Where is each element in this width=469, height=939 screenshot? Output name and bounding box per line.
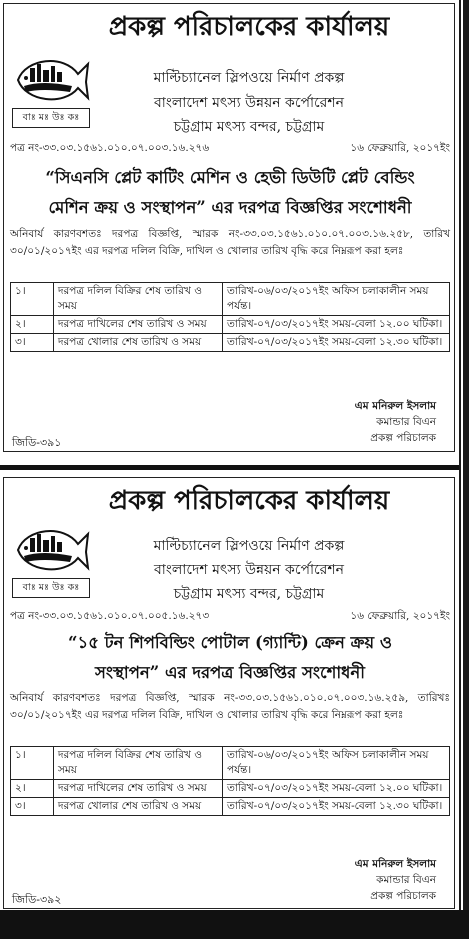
fish-logo-icon xyxy=(12,48,90,110)
office-title: প্রকল্প পরিচালকের কার্যালয় xyxy=(108,486,390,516)
signatory-title: প্রকল্প পরিচালক xyxy=(370,890,436,902)
project-name: মাল্টিচ্যানেল স্লিপওয়ে নির্মাণ প্রকল্প xyxy=(153,70,345,86)
corporation-name: বাংলাদেশ মৎস্য উন্নয়ন কর্পোরেশন xyxy=(154,95,344,111)
row-number: ৩। xyxy=(11,798,54,816)
row-number: ২। xyxy=(11,780,54,798)
office-location: চট্টগ্রাম মৎস্য বন্দর, চট্টগ্রাম xyxy=(173,586,325,602)
memo-number: পত্র নং-৩৩.০৩.১৫৬১.০১০.০৭.০০৫.১৬.২৭৩ xyxy=(10,610,210,622)
signatory-rank: কমান্ডার বিএন xyxy=(376,874,436,886)
logo-caption: বাঃ মঃ উঃ কঃ xyxy=(12,108,90,128)
table-row xyxy=(11,747,450,780)
row-value: তারিখ-০৭/০৩/২০১৭ইং সময়-বেলা ১২.০০ ঘটিকা। xyxy=(223,780,450,798)
schedule-table xyxy=(10,746,450,816)
gd-reference: জিডি-৩৯১ xyxy=(12,436,62,449)
row-number: ২। xyxy=(11,316,54,334)
row-item: দরপত্র দলিল বিক্রির শেষ তারিখ ও সময় xyxy=(54,283,223,316)
table-row xyxy=(11,798,450,816)
notice-body: অনিবার্য কারণবশতঃ দরপত্র বিজ্ঞপ্তি, স্মারক নং-৩৩.০৩.১৫৬১.০১০.০৭.০০৩.১৬.২৫৯, তারিখঃ ৩০/০১/২০১৭ইং এর দরপত্র দলিল বিক্রি, দাখিল ও খোলার তারিখ বৃদ্ধি করে নিম্নরূপ করা হলঃ xyxy=(10,692,450,721)
corporation-logo xyxy=(12,48,90,128)
gd-reference: জিডি-৩৯২ xyxy=(12,893,62,906)
headline-line-1: “১৫ টন শিপবিল্ডিং পোটাল (গ্যান্টি) ক্রেন ক্রয় ও xyxy=(68,633,392,652)
row-item: দরপত্র দলিল বিক্রির শেষ তারিখ ও সময় xyxy=(54,747,223,780)
row-item: দরপত্র খোলার শেষ তারিখ ও সময় xyxy=(54,334,223,352)
row-item: দরপত্র দাখিলের শেষ তারিখ ও সময় xyxy=(54,316,223,334)
separator xyxy=(0,455,460,473)
office-title: প্রকল্প পরিচালকের কার্যালয় xyxy=(108,12,390,42)
row-value: তারিখ-০৭/০৩/২০১৭ইং সময়-বেলা ১২.০০ ঘটিকা। xyxy=(223,316,450,334)
table-row xyxy=(11,780,450,798)
signatory-name: এম মনিরুল ইসলাম xyxy=(354,858,436,870)
corporation-name: বাংলাদেশ মৎস্য উন্নয়ন কর্পোরেশন xyxy=(154,562,344,578)
bottom-border xyxy=(0,910,469,939)
memo-number: পত্র নং-৩৩.০৩.১৫৬১.০১০.০৭.০০৩.১৬.২৭৬ xyxy=(10,142,210,154)
fish-logo-icon xyxy=(12,518,90,580)
headline-line-1: “সিএনসি প্লেট কাটিং মেশিন ও হেভী ডিউটি প্লেট বেন্ডিং xyxy=(45,168,415,187)
row-value: তারিখ-০৭/০৩/২০১৭ইং সময়-বেলা ১২.৩০ ঘটিকা। xyxy=(223,798,450,816)
headline-line-2: সংস্থাপন” এর দরপত্র বিজ্ঞপ্তির সংশোধনী xyxy=(95,663,365,682)
row-value: তারিখ-০৭/০৩/২০১৭ইং সময়-বেলা ১২.৩০ ঘটিকা। xyxy=(223,334,450,352)
table-row xyxy=(11,283,450,316)
row-value: তারিখ-০৬/০৩/২০১৭ইং অফিস চলাকালীন সময় পর্যন্ত। xyxy=(223,747,450,780)
row-item: দরপত্র দাখিলের শেষ তারিখ ও সময় xyxy=(54,780,223,798)
schedule-table xyxy=(10,282,450,352)
project-name: মাল্টিচ্যানেল স্লিপওয়ে নির্মাণ প্রকল্প xyxy=(153,538,345,554)
table-row xyxy=(11,334,450,352)
tender-notice-1 xyxy=(3,3,455,452)
signatory-name: এম মনিরুল ইসলাম xyxy=(354,400,436,412)
notice-body: অনিবার্য কারণবশতঃ দরপত্র বিজ্ঞপ্তি, স্মারক নং-৩৩.০৩.১৫৬১.০১০.০৭.০০৩.১৬.২৫৮, তারিখ ৩০/০১/২০১৭ইং এর দরপত্র দলিল বিক্রি, দাখিল ও খোলার তারিখ বৃদ্ধি করে নিম্নরূপ করা হলঃ xyxy=(10,228,450,257)
row-item: দরপত্র খোলার শেষ তারিখ ও সময় xyxy=(54,798,223,816)
row-value: তারিখ-০৬/০৩/২০১৭ইং অফিস চলাকালীন সময় পর্যন্ত। xyxy=(223,283,450,316)
table-row xyxy=(11,316,450,334)
headline-line-2: মেশিন ক্রয় ও সংস্থাপন” এর দরপত্র বিজ্ঞপ্তির সংশোধনী xyxy=(48,198,412,217)
signature-block xyxy=(266,398,436,446)
office-location: চট্টগ্রাম মৎস্য বন্দর, চট্টগ্রাম xyxy=(173,119,325,135)
corporation-logo xyxy=(12,518,90,598)
row-number: ১। xyxy=(11,747,54,780)
memo-date: ১৬ ফেব্রুয়ারি, ২০১৭ইং xyxy=(350,610,450,622)
signature-block xyxy=(266,856,436,904)
row-number: ৩। xyxy=(11,334,54,352)
row-number: ১। xyxy=(11,283,54,316)
signatory-title: প্রকল্প পরিচালক xyxy=(370,432,436,444)
memo-date: ১৬ ফেব্রুয়ারি, ২০১৭ইং xyxy=(350,142,450,154)
signatory-rank: কমান্ডার বিএন xyxy=(376,416,436,428)
tender-notice-2 xyxy=(3,477,455,909)
logo-caption: বাঃ মঃ উঃ কঃ xyxy=(12,578,90,598)
page-edge xyxy=(459,0,469,939)
